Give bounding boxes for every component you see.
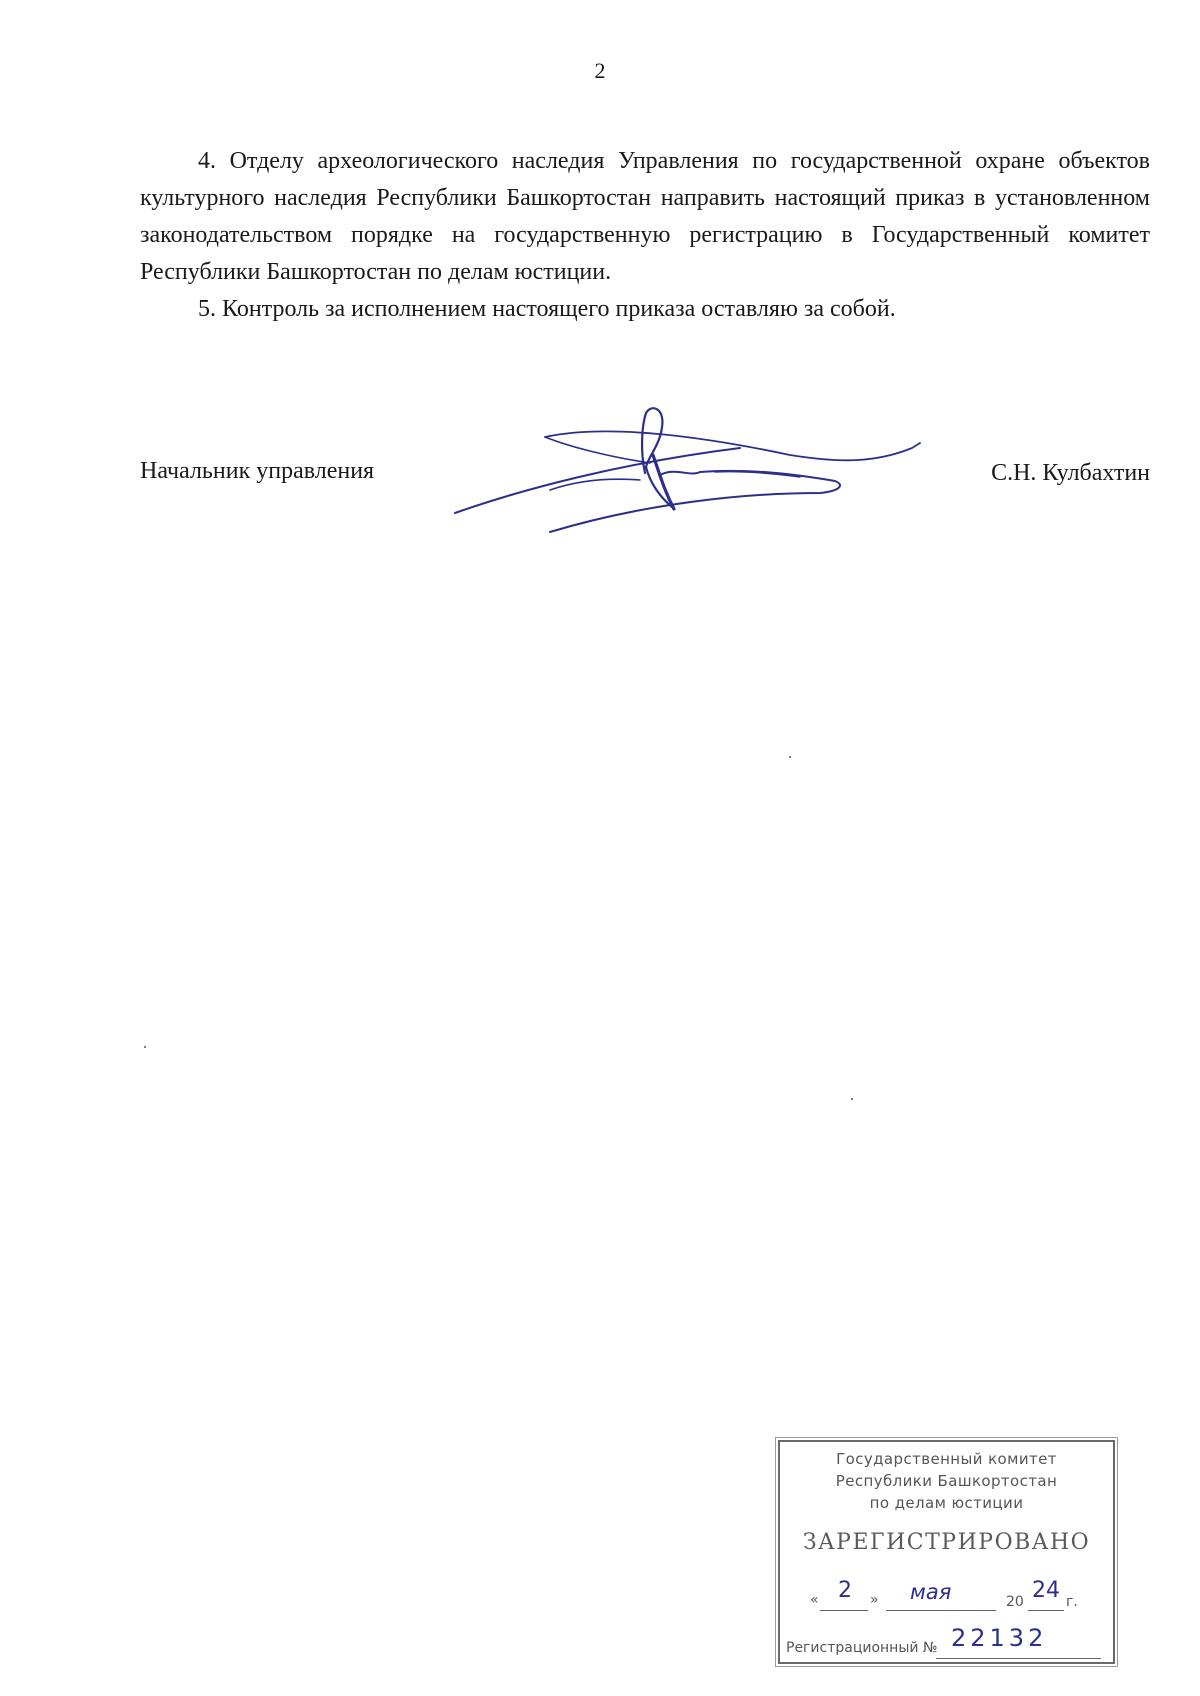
stamp-org-line: по делам юстиции [869, 1494, 1024, 1512]
stamp-date-line [810, 1578, 1100, 1618]
stamp-org-line: Государственный комитет [836, 1450, 1057, 1468]
stamp-organization [780, 1448, 1113, 1514]
stamp-day: 2 [838, 1578, 852, 1603]
stamp-title: ЗАРЕГИСТРИРОВАНО [802, 1530, 1091, 1555]
scan-speck [144, 1046, 146, 1048]
signatory-name: С.Н. Кулбахтин [991, 460, 1150, 486]
stamp-year-unit: г. [1066, 1594, 1078, 1610]
stamp-year-prefix: 20 [1006, 1594, 1024, 1610]
stamp-month: мая [910, 1580, 952, 1604]
page-number: 2 [594, 58, 606, 83]
document-body [140, 143, 1150, 328]
reg-underline [936, 1658, 1101, 1659]
month-underline [886, 1610, 996, 1611]
paragraph-5: 5. Контроль за исполнением настоящего приказа оставляю за собой. [198, 296, 896, 322]
scan-speck [789, 756, 791, 758]
handwritten-signature [450, 405, 930, 540]
signatory-position: Начальник управления [140, 458, 375, 484]
stamp-close-quote: » [870, 1592, 879, 1608]
scan-speck [851, 1098, 853, 1100]
registration-stamp [778, 1440, 1115, 1664]
paragraph-4: 4. Отделу археологического наследия Управления по государственной охране объектов культурного наследия Республики Башкортостан направить настоящий приказ в установленном законодательством порядке на государственную регистрацию в Государственный комитет Республики Башкортостан по делам юстиции. [140, 148, 1150, 285]
stamp-org-line: Республики Башкортостан [835, 1472, 1058, 1490]
stamp-registration-line [786, 1624, 1106, 1660]
stamp-open-quote: « [810, 1592, 819, 1608]
stamp-reg-label: Регистрационный № [786, 1640, 938, 1656]
day-underline [820, 1610, 868, 1611]
stamp-reg-number: 22132 [951, 1624, 1048, 1652]
stamp-year-suffix: 24 [1032, 1578, 1060, 1603]
year-underline [1028, 1610, 1064, 1611]
